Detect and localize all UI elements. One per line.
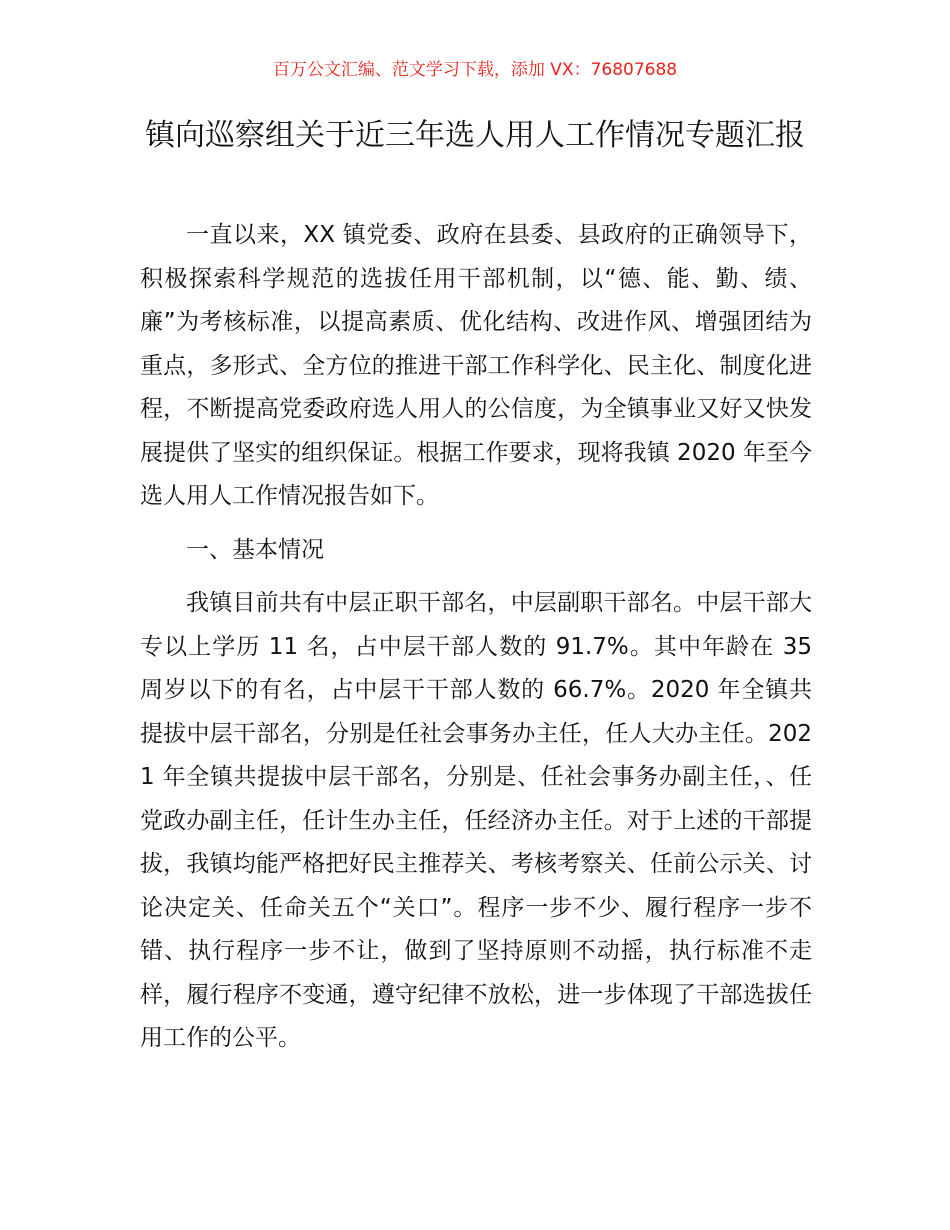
intro-paragraph: 一直以来，XX 镇党委、政府在县委、县政府的正确领导下，积极探索科学规范的选拔任用干部机制，以“德、能、勤、绩、廉”为考核标准，以提高素质、优化结构、改进作风、增强团结为重点，多形式、全方位的推进干部工作科学化、民主化、制度化进程，不断提高党委政府选人用人的公信度，为全镇事业又好又快发展提供了坚实的组织保证。根据工作要求，现将我镇 2020 年至今选人用人工作情况报告如下。 xyxy=(140,222,812,509)
document-body xyxy=(140,214,812,1061)
document-title: 镇向巡察组关于近三年选人用人工作情况专题汇报 xyxy=(145,118,805,153)
header-banner: 百万公文汇编、范文学习下载，添加 VX：76807688 xyxy=(272,60,678,80)
section-paragraph-basic-situation: 我镇目前共有中层正职干部名，中层副职干部名。中层干部大专以上学历 11 名，占中层干部人数的 91.7%。其中年龄在 35 周岁以下的有名，占中层干干部人数的 66.7%。2020 年全镇共提拔中层干部名，分别是任社会事务办主任，任人大办主任。2021 年全镇共提拔中层干部名，分别是、任社会事务办副主任，、任党政办副主任，任计生办主任，任经济办主任。对于上述的干部提拔，我镇均能严格把好民主推荐关、考核考察关、任前公示关、讨论决定关、任命关五个“关口”。程序一步不少、履行程序一步不错、执行程序一步不让，做到了坚持原则不动摇，执行标准不走样，履行程序不变通，遵守纪律不放松，进一步体现了干部选拔任用工作的公平。 xyxy=(140,590,812,1051)
section-heading-basic-situation: 一、基本情况 xyxy=(186,536,324,563)
